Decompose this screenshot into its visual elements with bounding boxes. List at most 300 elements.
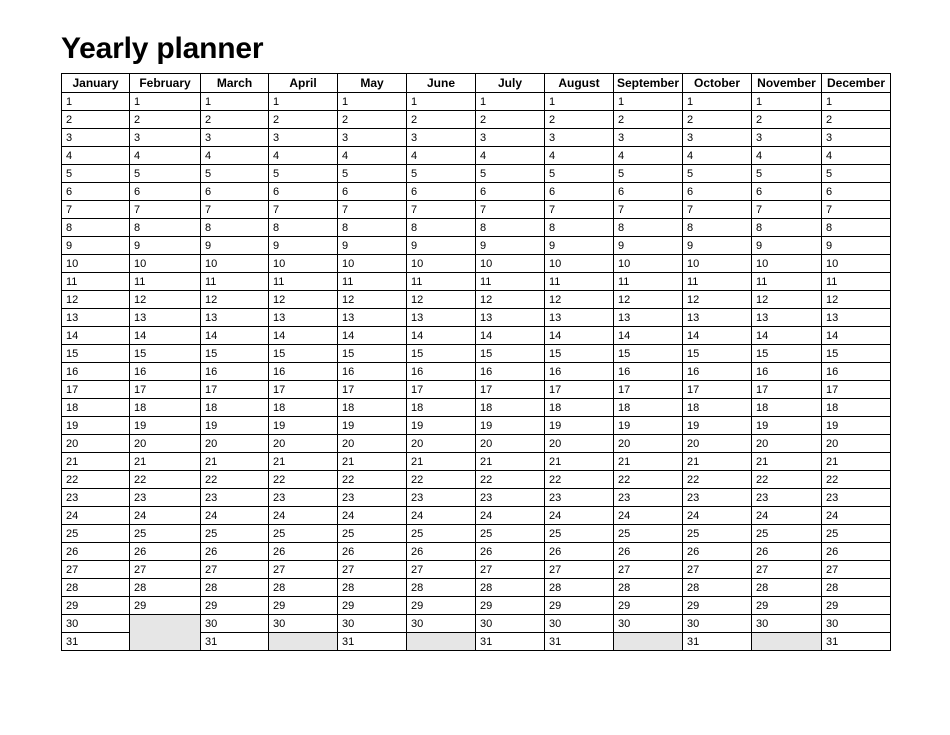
day-cell-january-5[interactable]: 5 [62,165,130,183]
day-cell-december-6[interactable]: 6 [822,183,891,201]
day-cell-june-1[interactable]: 1 [407,93,476,111]
day-cell-march-3[interactable]: 3 [201,129,269,147]
day-cell-july-18[interactable]: 18 [476,399,545,417]
day-cell-august-9[interactable]: 9 [545,237,614,255]
day-cell-january-8[interactable]: 8 [62,219,130,237]
day-cell-september-3[interactable]: 3 [614,129,683,147]
day-cell-june-27[interactable]: 27 [407,561,476,579]
day-cell-august-25[interactable]: 25 [545,525,614,543]
day-cell-february-12[interactable]: 12 [130,291,201,309]
day-cell-july-25[interactable]: 25 [476,525,545,543]
day-cell-april-7[interactable]: 7 [269,201,338,219]
day-cell-march-4[interactable]: 4 [201,147,269,165]
day-cell-march-20[interactable]: 20 [201,435,269,453]
day-cell-june-26[interactable]: 26 [407,543,476,561]
day-cell-november-3[interactable]: 3 [752,129,822,147]
day-cell-may-25[interactable]: 25 [338,525,407,543]
day-cell-july-2[interactable]: 2 [476,111,545,129]
day-cell-june-2[interactable]: 2 [407,111,476,129]
day-cell-october-24[interactable]: 24 [683,507,752,525]
day-cell-december-3[interactable]: 3 [822,129,891,147]
day-cell-june-15[interactable]: 15 [407,345,476,363]
day-cell-april-26[interactable]: 26 [269,543,338,561]
day-cell-august-1[interactable]: 1 [545,93,614,111]
day-cell-march-2[interactable]: 2 [201,111,269,129]
day-cell-november-6[interactable]: 6 [752,183,822,201]
day-cell-july-12[interactable]: 12 [476,291,545,309]
day-cell-december-28[interactable]: 28 [822,579,891,597]
day-cell-january-25[interactable]: 25 [62,525,130,543]
day-cell-november-13[interactable]: 13 [752,309,822,327]
day-cell-february-14[interactable]: 14 [130,327,201,345]
day-cell-march-15[interactable]: 15 [201,345,269,363]
day-cell-february-18[interactable]: 18 [130,399,201,417]
day-cell-april-22[interactable]: 22 [269,471,338,489]
day-cell-august-14[interactable]: 14 [545,327,614,345]
day-cell-august-20[interactable]: 20 [545,435,614,453]
day-cell-october-8[interactable]: 8 [683,219,752,237]
day-cell-october-23[interactable]: 23 [683,489,752,507]
day-cell-april-28[interactable]: 28 [269,579,338,597]
day-cell-march-13[interactable]: 13 [201,309,269,327]
day-cell-june-16[interactable]: 16 [407,363,476,381]
day-cell-may-7[interactable]: 7 [338,201,407,219]
day-cell-august-15[interactable]: 15 [545,345,614,363]
day-cell-march-14[interactable]: 14 [201,327,269,345]
day-cell-may-19[interactable]: 19 [338,417,407,435]
day-cell-december-9[interactable]: 9 [822,237,891,255]
day-cell-september-27[interactable]: 27 [614,561,683,579]
day-cell-april-19[interactable]: 19 [269,417,338,435]
day-cell-july-16[interactable]: 16 [476,363,545,381]
day-cell-november-23[interactable]: 23 [752,489,822,507]
day-cell-june-19[interactable]: 19 [407,417,476,435]
day-cell-september-29[interactable]: 29 [614,597,683,615]
day-cell-july-10[interactable]: 10 [476,255,545,273]
day-cell-december-5[interactable]: 5 [822,165,891,183]
day-cell-july-26[interactable]: 26 [476,543,545,561]
day-cell-june-11[interactable]: 11 [407,273,476,291]
day-cell-july-9[interactable]: 9 [476,237,545,255]
day-cell-march-28[interactable]: 28 [201,579,269,597]
day-cell-august-27[interactable]: 27 [545,561,614,579]
day-cell-june-24[interactable]: 24 [407,507,476,525]
day-cell-july-21[interactable]: 21 [476,453,545,471]
day-cell-june-8[interactable]: 8 [407,219,476,237]
day-cell-november-14[interactable]: 14 [752,327,822,345]
day-cell-april-17[interactable]: 17 [269,381,338,399]
day-cell-october-1[interactable]: 1 [683,93,752,111]
day-cell-november-26[interactable]: 26 [752,543,822,561]
day-cell-may-12[interactable]: 12 [338,291,407,309]
day-cell-may-30[interactable]: 30 [338,615,407,633]
day-cell-march-10[interactable]: 10 [201,255,269,273]
day-cell-january-21[interactable]: 21 [62,453,130,471]
day-cell-november-21[interactable]: 21 [752,453,822,471]
day-cell-may-23[interactable]: 23 [338,489,407,507]
day-cell-august-5[interactable]: 5 [545,165,614,183]
day-cell-november-15[interactable]: 15 [752,345,822,363]
day-cell-february-25[interactable]: 25 [130,525,201,543]
day-cell-june-14[interactable]: 14 [407,327,476,345]
day-cell-january-31[interactable]: 31 [62,633,130,651]
day-cell-february-4[interactable]: 4 [130,147,201,165]
day-cell-december-20[interactable]: 20 [822,435,891,453]
day-cell-october-7[interactable]: 7 [683,201,752,219]
day-cell-september-25[interactable]: 25 [614,525,683,543]
day-cell-september-19[interactable]: 19 [614,417,683,435]
day-cell-july-13[interactable]: 13 [476,309,545,327]
day-cell-march-24[interactable]: 24 [201,507,269,525]
day-cell-december-13[interactable]: 13 [822,309,891,327]
day-cell-january-17[interactable]: 17 [62,381,130,399]
day-cell-february-17[interactable]: 17 [130,381,201,399]
day-cell-november-8[interactable]: 8 [752,219,822,237]
day-cell-december-18[interactable]: 18 [822,399,891,417]
day-cell-june-18[interactable]: 18 [407,399,476,417]
day-cell-december-24[interactable]: 24 [822,507,891,525]
day-cell-january-19[interactable]: 19 [62,417,130,435]
day-cell-august-11[interactable]: 11 [545,273,614,291]
day-cell-august-21[interactable]: 21 [545,453,614,471]
day-cell-january-24[interactable]: 24 [62,507,130,525]
day-cell-february-7[interactable]: 7 [130,201,201,219]
day-cell-october-16[interactable]: 16 [683,363,752,381]
day-cell-may-13[interactable]: 13 [338,309,407,327]
day-cell-january-26[interactable]: 26 [62,543,130,561]
day-cell-february-21[interactable]: 21 [130,453,201,471]
day-cell-march-16[interactable]: 16 [201,363,269,381]
day-cell-october-4[interactable]: 4 [683,147,752,165]
day-cell-may-20[interactable]: 20 [338,435,407,453]
day-cell-october-25[interactable]: 25 [683,525,752,543]
day-cell-june-9[interactable]: 9 [407,237,476,255]
day-cell-march-9[interactable]: 9 [201,237,269,255]
day-cell-december-7[interactable]: 7 [822,201,891,219]
day-cell-august-19[interactable]: 19 [545,417,614,435]
day-cell-april-5[interactable]: 5 [269,165,338,183]
day-cell-august-16[interactable]: 16 [545,363,614,381]
day-cell-august-2[interactable]: 2 [545,111,614,129]
day-cell-july-5[interactable]: 5 [476,165,545,183]
day-cell-september-15[interactable]: 15 [614,345,683,363]
day-cell-september-28[interactable]: 28 [614,579,683,597]
day-cell-march-25[interactable]: 25 [201,525,269,543]
day-cell-may-10[interactable]: 10 [338,255,407,273]
day-cell-october-31[interactable]: 31 [683,633,752,651]
day-cell-may-31[interactable]: 31 [338,633,407,651]
day-cell-march-6[interactable]: 6 [201,183,269,201]
day-cell-march-27[interactable]: 27 [201,561,269,579]
day-cell-august-6[interactable]: 6 [545,183,614,201]
day-cell-september-2[interactable]: 2 [614,111,683,129]
day-cell-december-25[interactable]: 25 [822,525,891,543]
day-cell-december-22[interactable]: 22 [822,471,891,489]
day-cell-july-24[interactable]: 24 [476,507,545,525]
day-cell-july-28[interactable]: 28 [476,579,545,597]
day-cell-january-18[interactable]: 18 [62,399,130,417]
day-cell-april-24[interactable]: 24 [269,507,338,525]
day-cell-february-11[interactable]: 11 [130,273,201,291]
day-cell-july-29[interactable]: 29 [476,597,545,615]
day-cell-march-26[interactable]: 26 [201,543,269,561]
day-cell-april-6[interactable]: 6 [269,183,338,201]
day-cell-september-22[interactable]: 22 [614,471,683,489]
day-cell-june-6[interactable]: 6 [407,183,476,201]
day-cell-june-30[interactable]: 30 [407,615,476,633]
day-cell-june-3[interactable]: 3 [407,129,476,147]
day-cell-february-27[interactable]: 27 [130,561,201,579]
day-cell-july-23[interactable]: 23 [476,489,545,507]
day-cell-december-21[interactable]: 21 [822,453,891,471]
day-cell-january-12[interactable]: 12 [62,291,130,309]
day-cell-november-7[interactable]: 7 [752,201,822,219]
day-cell-july-31[interactable]: 31 [476,633,545,651]
day-cell-january-2[interactable]: 2 [62,111,130,129]
day-cell-september-11[interactable]: 11 [614,273,683,291]
day-cell-november-2[interactable]: 2 [752,111,822,129]
day-cell-july-4[interactable]: 4 [476,147,545,165]
day-cell-august-18[interactable]: 18 [545,399,614,417]
day-cell-december-15[interactable]: 15 [822,345,891,363]
day-cell-july-20[interactable]: 20 [476,435,545,453]
day-cell-november-9[interactable]: 9 [752,237,822,255]
day-cell-july-11[interactable]: 11 [476,273,545,291]
day-cell-october-15[interactable]: 15 [683,345,752,363]
day-cell-august-12[interactable]: 12 [545,291,614,309]
day-cell-december-29[interactable]: 29 [822,597,891,615]
day-cell-april-30[interactable]: 30 [269,615,338,633]
day-cell-june-22[interactable]: 22 [407,471,476,489]
day-cell-october-20[interactable]: 20 [683,435,752,453]
day-cell-october-30[interactable]: 30 [683,615,752,633]
day-cell-april-29[interactable]: 29 [269,597,338,615]
day-cell-february-16[interactable]: 16 [130,363,201,381]
day-cell-may-28[interactable]: 28 [338,579,407,597]
day-cell-august-17[interactable]: 17 [545,381,614,399]
day-cell-february-9[interactable]: 9 [130,237,201,255]
day-cell-january-23[interactable]: 23 [62,489,130,507]
day-cell-december-23[interactable]: 23 [822,489,891,507]
day-cell-august-22[interactable]: 22 [545,471,614,489]
day-cell-may-2[interactable]: 2 [338,111,407,129]
day-cell-may-21[interactable]: 21 [338,453,407,471]
day-cell-october-11[interactable]: 11 [683,273,752,291]
day-cell-september-30[interactable]: 30 [614,615,683,633]
day-cell-december-26[interactable]: 26 [822,543,891,561]
day-cell-september-23[interactable]: 23 [614,489,683,507]
day-cell-march-12[interactable]: 12 [201,291,269,309]
day-cell-january-7[interactable]: 7 [62,201,130,219]
day-cell-october-28[interactable]: 28 [683,579,752,597]
day-cell-may-1[interactable]: 1 [338,93,407,111]
day-cell-february-24[interactable]: 24 [130,507,201,525]
day-cell-march-19[interactable]: 19 [201,417,269,435]
day-cell-august-23[interactable]: 23 [545,489,614,507]
day-cell-august-4[interactable]: 4 [545,147,614,165]
day-cell-december-30[interactable]: 30 [822,615,891,633]
day-cell-april-18[interactable]: 18 [269,399,338,417]
day-cell-january-15[interactable]: 15 [62,345,130,363]
day-cell-april-8[interactable]: 8 [269,219,338,237]
day-cell-november-4[interactable]: 4 [752,147,822,165]
day-cell-february-5[interactable]: 5 [130,165,201,183]
day-cell-june-29[interactable]: 29 [407,597,476,615]
day-cell-september-13[interactable]: 13 [614,309,683,327]
day-cell-july-14[interactable]: 14 [476,327,545,345]
day-cell-december-10[interactable]: 10 [822,255,891,273]
day-cell-march-30[interactable]: 30 [201,615,269,633]
day-cell-september-5[interactable]: 5 [614,165,683,183]
day-cell-january-20[interactable]: 20 [62,435,130,453]
day-cell-may-26[interactable]: 26 [338,543,407,561]
day-cell-march-23[interactable]: 23 [201,489,269,507]
day-cell-january-29[interactable]: 29 [62,597,130,615]
day-cell-october-12[interactable]: 12 [683,291,752,309]
day-cell-october-18[interactable]: 18 [683,399,752,417]
day-cell-july-1[interactable]: 1 [476,93,545,111]
day-cell-october-26[interactable]: 26 [683,543,752,561]
day-cell-june-17[interactable]: 17 [407,381,476,399]
day-cell-january-16[interactable]: 16 [62,363,130,381]
day-cell-april-12[interactable]: 12 [269,291,338,309]
day-cell-april-27[interactable]: 27 [269,561,338,579]
day-cell-march-17[interactable]: 17 [201,381,269,399]
day-cell-august-29[interactable]: 29 [545,597,614,615]
day-cell-december-17[interactable]: 17 [822,381,891,399]
day-cell-august-7[interactable]: 7 [545,201,614,219]
day-cell-april-4[interactable]: 4 [269,147,338,165]
day-cell-february-13[interactable]: 13 [130,309,201,327]
day-cell-march-29[interactable]: 29 [201,597,269,615]
day-cell-august-13[interactable]: 13 [545,309,614,327]
day-cell-march-8[interactable]: 8 [201,219,269,237]
day-cell-october-21[interactable]: 21 [683,453,752,471]
day-cell-april-16[interactable]: 16 [269,363,338,381]
day-cell-june-7[interactable]: 7 [407,201,476,219]
day-cell-january-4[interactable]: 4 [62,147,130,165]
day-cell-august-10[interactable]: 10 [545,255,614,273]
day-cell-april-3[interactable]: 3 [269,129,338,147]
day-cell-october-13[interactable]: 13 [683,309,752,327]
day-cell-december-16[interactable]: 16 [822,363,891,381]
day-cell-january-1[interactable]: 1 [62,93,130,111]
day-cell-july-30[interactable]: 30 [476,615,545,633]
day-cell-october-19[interactable]: 19 [683,417,752,435]
day-cell-february-8[interactable]: 8 [130,219,201,237]
day-cell-may-3[interactable]: 3 [338,129,407,147]
day-cell-june-13[interactable]: 13 [407,309,476,327]
day-cell-december-14[interactable]: 14 [822,327,891,345]
day-cell-april-11[interactable]: 11 [269,273,338,291]
day-cell-april-10[interactable]: 10 [269,255,338,273]
day-cell-june-20[interactable]: 20 [407,435,476,453]
day-cell-november-16[interactable]: 16 [752,363,822,381]
day-cell-september-8[interactable]: 8 [614,219,683,237]
day-cell-may-27[interactable]: 27 [338,561,407,579]
day-cell-october-14[interactable]: 14 [683,327,752,345]
day-cell-july-8[interactable]: 8 [476,219,545,237]
day-cell-december-2[interactable]: 2 [822,111,891,129]
day-cell-february-19[interactable]: 19 [130,417,201,435]
day-cell-february-1[interactable]: 1 [130,93,201,111]
day-cell-november-22[interactable]: 22 [752,471,822,489]
day-cell-february-26[interactable]: 26 [130,543,201,561]
day-cell-september-26[interactable]: 26 [614,543,683,561]
day-cell-november-5[interactable]: 5 [752,165,822,183]
day-cell-october-2[interactable]: 2 [683,111,752,129]
day-cell-october-29[interactable]: 29 [683,597,752,615]
day-cell-november-10[interactable]: 10 [752,255,822,273]
day-cell-november-24[interactable]: 24 [752,507,822,525]
day-cell-july-22[interactable]: 22 [476,471,545,489]
day-cell-november-18[interactable]: 18 [752,399,822,417]
day-cell-august-26[interactable]: 26 [545,543,614,561]
day-cell-october-5[interactable]: 5 [683,165,752,183]
day-cell-august-28[interactable]: 28 [545,579,614,597]
day-cell-july-27[interactable]: 27 [476,561,545,579]
day-cell-may-4[interactable]: 4 [338,147,407,165]
day-cell-november-25[interactable]: 25 [752,525,822,543]
day-cell-january-14[interactable]: 14 [62,327,130,345]
day-cell-february-20[interactable]: 20 [130,435,201,453]
day-cell-april-21[interactable]: 21 [269,453,338,471]
day-cell-january-27[interactable]: 27 [62,561,130,579]
day-cell-march-31[interactable]: 31 [201,633,269,651]
day-cell-may-14[interactable]: 14 [338,327,407,345]
day-cell-september-14[interactable]: 14 [614,327,683,345]
day-cell-may-18[interactable]: 18 [338,399,407,417]
day-cell-march-11[interactable]: 11 [201,273,269,291]
day-cell-april-23[interactable]: 23 [269,489,338,507]
day-cell-september-1[interactable]: 1 [614,93,683,111]
day-cell-november-12[interactable]: 12 [752,291,822,309]
day-cell-march-22[interactable]: 22 [201,471,269,489]
day-cell-november-27[interactable]: 27 [752,561,822,579]
day-cell-july-7[interactable]: 7 [476,201,545,219]
day-cell-august-24[interactable]: 24 [545,507,614,525]
day-cell-april-2[interactable]: 2 [269,111,338,129]
day-cell-november-30[interactable]: 30 [752,615,822,633]
day-cell-october-3[interactable]: 3 [683,129,752,147]
day-cell-july-17[interactable]: 17 [476,381,545,399]
day-cell-april-14[interactable]: 14 [269,327,338,345]
day-cell-september-10[interactable]: 10 [614,255,683,273]
day-cell-january-6[interactable]: 6 [62,183,130,201]
day-cell-november-20[interactable]: 20 [752,435,822,453]
day-cell-september-18[interactable]: 18 [614,399,683,417]
day-cell-may-29[interactable]: 29 [338,597,407,615]
day-cell-may-16[interactable]: 16 [338,363,407,381]
day-cell-may-22[interactable]: 22 [338,471,407,489]
day-cell-december-4[interactable]: 4 [822,147,891,165]
day-cell-july-6[interactable]: 6 [476,183,545,201]
day-cell-june-21[interactable]: 21 [407,453,476,471]
day-cell-august-8[interactable]: 8 [545,219,614,237]
day-cell-june-25[interactable]: 25 [407,525,476,543]
day-cell-january-3[interactable]: 3 [62,129,130,147]
day-cell-february-3[interactable]: 3 [130,129,201,147]
day-cell-november-28[interactable]: 28 [752,579,822,597]
day-cell-september-12[interactable]: 12 [614,291,683,309]
day-cell-january-30[interactable]: 30 [62,615,130,633]
day-cell-october-22[interactable]: 22 [683,471,752,489]
day-cell-march-7[interactable]: 7 [201,201,269,219]
day-cell-june-10[interactable]: 10 [407,255,476,273]
day-cell-february-28[interactable]: 28 [130,579,201,597]
day-cell-may-9[interactable]: 9 [338,237,407,255]
day-cell-january-22[interactable]: 22 [62,471,130,489]
